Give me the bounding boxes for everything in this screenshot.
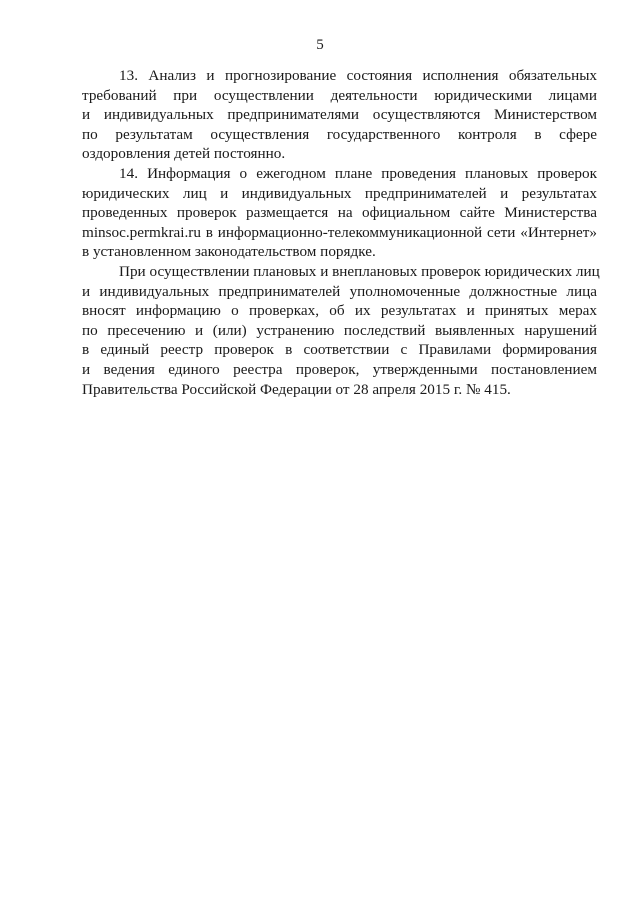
document-body bbox=[82, 66, 600, 399]
text-line: требований при осуществлении деятельности юридическими лицами bbox=[82, 86, 597, 104]
text-line: 13. Анализ и прогнозирование состояния исполнения обязательных bbox=[119, 67, 597, 84]
paragraph-13-analysis bbox=[82, 66, 597, 164]
text-line: по пресечению и (или) устранению последствий выявленных нарушений bbox=[82, 321, 597, 339]
text-line: и ведения единого реестра проверок, утвержденными постановлением bbox=[82, 360, 597, 378]
text-line: minsoc.permkrai.ru в информационно-телекоммуникационной сети «Интернет» bbox=[82, 223, 597, 241]
paragraph-registry bbox=[82, 262, 600, 399]
paragraph-14-information bbox=[82, 164, 597, 262]
text-line: Правительства Российской Федерации от 28 апреля 2015 г. № 415. bbox=[82, 380, 511, 398]
page-number: 5 bbox=[316, 37, 324, 53]
text-line: в единый реестр проверок в соответствии с Правилами формирования bbox=[82, 341, 597, 359]
text-line: При осуществлении плановых и внеплановых проверок юридических лиц bbox=[119, 262, 600, 280]
text-line: 14. Информация о ежегодном плане проведения плановых проверок bbox=[119, 164, 597, 182]
text-line: вносят информацию о проверках, об их результатах и принятых мерах bbox=[82, 302, 597, 320]
text-line: по результатам осуществления государственного контроля в сфере bbox=[82, 125, 597, 143]
text-line: юридических лиц и индивидуальных предпринимателей и результатах bbox=[82, 184, 597, 202]
text-line: проведенных проверок размещается на официальном сайте Министерства bbox=[82, 204, 597, 222]
text-line: и индивидуальных предпринимателями осуществляются Министерством bbox=[82, 106, 597, 124]
text-line: и индивидуальных предпринимателей уполномоченные должностные лица bbox=[82, 282, 597, 300]
text-line: в установленном законодательством порядке. bbox=[82, 243, 376, 261]
text-line: оздоровления детей постоянно. bbox=[82, 145, 286, 163]
